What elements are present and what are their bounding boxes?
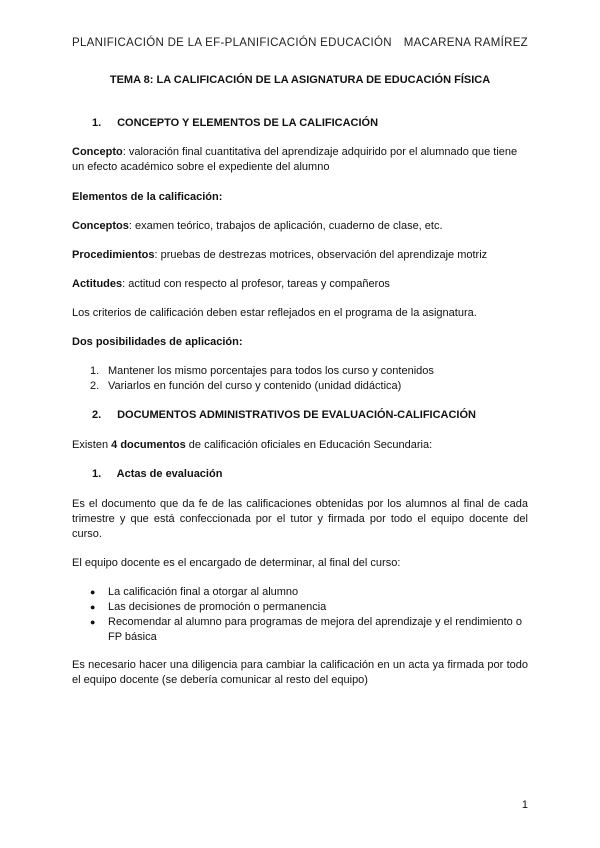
equipo-bullet-list [72, 585, 528, 645]
list-item [72, 600, 528, 615]
list-item [72, 379, 528, 394]
concepto-label: Concepto [72, 146, 123, 158]
bullet-icon: ● [90, 617, 96, 627]
list-item-text: Recomendar al alumno para programas de mejora del aprendizaje y el rendimiento o FP básica [108, 616, 522, 643]
list-item [72, 364, 528, 379]
diligencia-paragraph: Es necesario hacer una diligencia para cambiar la calificación en un acta ya firmada por todo el equipo docente (se debería comunicar al resto del equipo) [72, 659, 528, 686]
posibilidades-list [72, 364, 528, 394]
section-1-title: CONCEPTO Y ELEMENTOS DE LA CALIFICACIÓN [117, 117, 379, 129]
actas-title: Actas de evaluación [116, 468, 223, 480]
header-left: PLANIFICACIÓN DE LA EF-PLANIFICACIÓN EDUCACIÓN [72, 37, 392, 49]
procedimientos-paragraph [72, 248, 528, 263]
list-item [72, 585, 528, 600]
section-1-heading [72, 116, 528, 131]
procedimientos-text: : pruebas de destrezas motrices, observación del aprendizaje motriz [154, 249, 488, 261]
list-item-text: Mantener los mismo porcentajes para todos los curso y contenidos [108, 365, 434, 377]
actas-number: 1. [92, 468, 102, 480]
page-title: TEMA 8: LA CALIFICACIÓN DE LA ASIGNATURA DE EDUCACIÓN FÍSICA [109, 74, 491, 86]
list-item-text: Variarlos en función del curso y contenido (unidad didáctica) [108, 380, 402, 392]
elementos-heading: Elementos de la calificación: [72, 191, 223, 203]
concepto-text: : valoración final cuantitativa del aprendizaje adquirido por el alumnado que tiene un efecto académico sobre el expediente del alumno [72, 146, 518, 173]
list-item [72, 615, 528, 645]
list-marker: 1. [90, 365, 100, 377]
posibilidades-heading: Dos posibilidades de aplicación: [72, 336, 243, 348]
list-item-text: La calificación final a otorgar al alumno [108, 586, 299, 598]
concepto-paragraph [72, 145, 528, 175]
procedimientos-label: Procedimientos [72, 249, 155, 261]
actitudes-label: Actitudes [72, 278, 123, 290]
intro-post: de calificación oficiales en Educación Secundaria: [185, 439, 433, 451]
criterios-paragraph: Los criterios de calificación deben estar reflejados en el programa de la asignatura. [72, 307, 477, 319]
list-marker: 2. [90, 380, 100, 392]
documentos-intro [72, 438, 528, 453]
conceptos-text: : examen teórico, trabajos de aplicación, cuaderno de clase, etc. [128, 220, 443, 232]
intro-bold: 4 documentos [111, 439, 186, 451]
section-2-title: DOCUMENTOS ADMINISTRATIVOS DE EVALUACIÓN-CALIFICACIÓN [117, 409, 476, 421]
intro-pre: Existen [72, 439, 112, 451]
section-1-number: 1. [92, 117, 102, 129]
header-right: MACARENA RAMÍREZ [403, 37, 528, 49]
page-number: 1 [521, 799, 528, 811]
section-2-heading [72, 408, 528, 423]
conceptos-paragraph [72, 219, 528, 234]
actitudes-paragraph [72, 277, 528, 292]
equipo-paragraph: El equipo docente es el encargado de determinar, al final del curso: [72, 557, 401, 569]
actas-heading [72, 467, 528, 482]
conceptos-label: Conceptos [72, 220, 129, 232]
bullet-icon: ● [90, 602, 96, 612]
list-item-text: Las decisiones de promoción o permanencia [108, 601, 327, 613]
actas-paragraph: Es el documento que da fe de las calificaciones obtenidas por los alumnos al final de cada trimestre y que está confeccionada por el tutor y firmada por todo el equipo docente del curso. [72, 498, 528, 540]
actitudes-text: : actitud con respecto al profesor, tareas y compañeros [122, 278, 390, 290]
section-2-number: 2. [92, 409, 102, 421]
bullet-icon: ● [90, 587, 96, 597]
